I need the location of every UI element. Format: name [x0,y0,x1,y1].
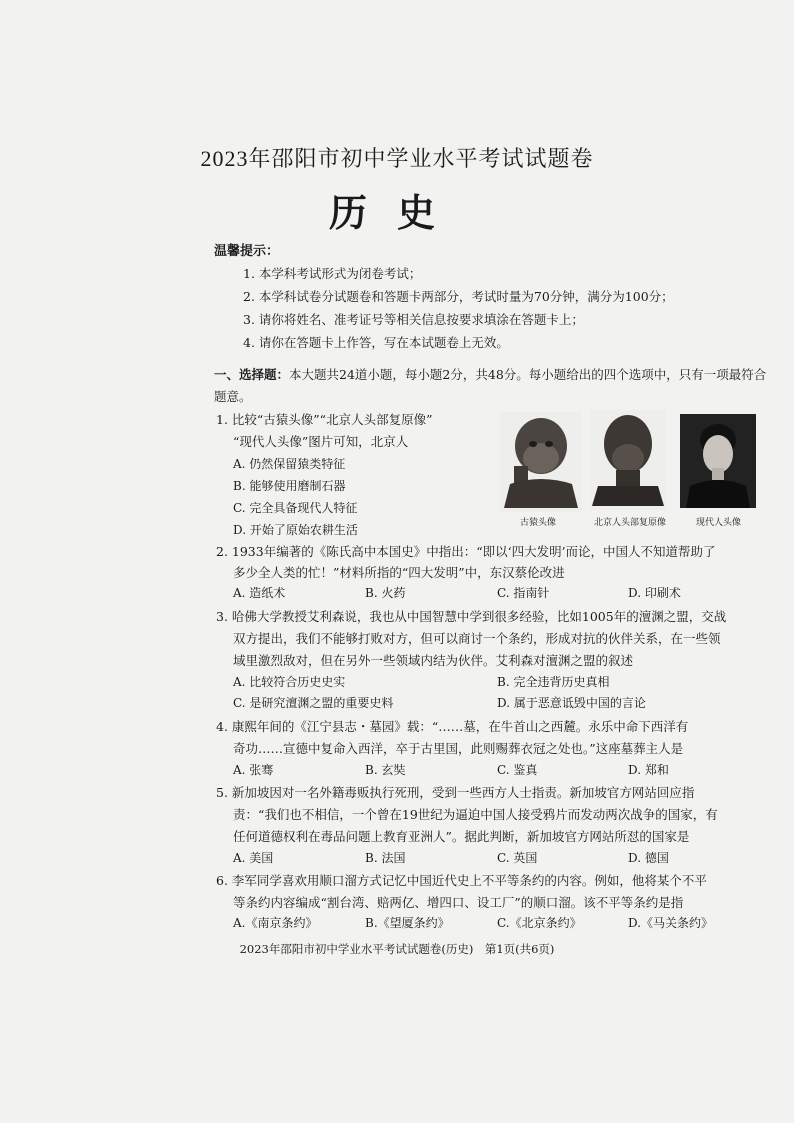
question-6-line-1: 6. 李军同学喜欢用顺口溜方式记忆中国近代史上不平等条约的内容。例如，他将某个不平 [216,873,707,888]
page-title: 2023年邵阳市初中学业水平考试试题卷 [200,146,594,171]
question-1-line-1: 1. 比较“古猿头像”“北京人头部复原像” [216,412,433,427]
question-2-line-1: 2. 1933年编著的《陈氏高中本国史》中指出：“即以‘四大发明’而论，中国人不知道帮助了 [216,544,716,559]
question-5-line-3: 任何道德权利在毒品问题上教育亚洲人”。据此判断，新加坡官方网站所怼的国家是 [233,829,690,844]
question-6-line-2: 等条约内容编成“割台湾、赔两亿、增四口、设工厂”的顺口溜。该不平等条约是指 [233,895,684,910]
question-1-line-2: “现代人头像”图片可知，北京人 [233,434,409,449]
question-1-option-a: A. 仍然保留猿类特征 [233,457,346,471]
section-text: 本大题共24道小题，每小题2分，共48分。每小题给出的四个选项中，只有一项最符合题意。 [214,367,767,404]
question-2-option-c: C. 指南针 [497,586,550,600]
tips-heading: 温馨提示： [214,244,280,259]
figure-caption-modern: 现代人头像 [696,518,742,528]
question-6-option-d: D.《马关条约》 [628,916,714,930]
page-footer: 2023年邵阳市初中学业水平考试试题卷(历史) 第1页(共6页) [239,942,555,956]
tip-item: 3. 请你将姓名、准考证号等相关信息按要求填涂在答题卡上； [243,312,584,327]
question-2-option-d: D. 印刷术 [628,586,681,600]
question-4-line-1: 4. 康熙年间的《江宁县志・墓园》载：“……墓，在牛首山之西麓。永乐中命下西洋有 [216,719,689,734]
tip-item: 2. 本学科试卷分试题卷和答题卡两部分，考试时量为70分钟，满分为100分； [243,289,674,304]
question-2-line-2: 多少全人类的忙！”材料所指的“四大发明”中，东汉蔡伦改进 [233,565,565,580]
question-1-option-d: D. 开始了原始农耕生活 [233,523,358,537]
section-heading [214,364,774,408]
subject-title: 历史 [328,190,465,235]
question-6-option-b: B.《望厦条约》 [365,916,450,930]
question-5-option-a: A. 美国 [233,851,274,865]
question-5-line-1: 5. 新加坡因对一名外籍毒贩执行死刑，受到一些西方人士指责。新加坡官方网站回应指 [216,785,695,800]
question-3-option-a: A. 比较符合历史史实 [233,675,346,689]
question-5-option-b: B. 法国 [365,851,406,865]
section-label: 一、选择题： [214,367,290,382]
question-4-option-a: A. 张骞 [233,763,274,777]
question-5-option-c: C. 英国 [497,851,538,865]
question-4-option-b: B. 玄奘 [365,763,406,777]
modern-human-photo [680,414,756,508]
question-3-line-3: 域里激烈敌对，但在另外一些领域内结为伙伴。艾利森对澶渊之盟的叙述 [233,653,634,668]
question-4-option-d: D. 郑和 [628,763,669,777]
question-6-option-c: C.《北京条约》 [497,916,582,930]
figure-caption-ape: 古猿头像 [520,518,557,528]
tip-item: 1. 本学科考试形式为闭卷考试； [243,266,422,281]
question-2-option-a: A. 造纸术 [233,586,286,600]
question-3-option-c: C. 是研究澶渊之盟的重要史料 [233,696,394,710]
question-3-option-d: D. 属于恶意诋毁中国的言论 [497,696,646,710]
question-5-line-2: 责：“我们也不相信，一个曾在19世纪为逼迫中国人接受鸦片而发动两次战争的国家，有 [233,807,718,822]
question-4-line-2: 奇功……宣德中复命入西洋，卒于古里国，此则赐葬衣冠之处也。”这座墓葬主人是 [233,741,684,756]
question-1-option-c: C. 完全具备现代人特征 [233,501,358,515]
question-3-line-2: 双方提出，我们不能够打败对方，但可以商讨一个条约，形成对抗的伙伴关系，在一些领 [233,631,721,646]
question-2-option-b: B. 火药 [365,586,406,600]
ape-head-image [500,412,582,512]
question-5-option-d: D. 德国 [628,851,669,865]
question-4-option-c: C. 鉴真 [497,763,538,777]
question-6-option-a: A.《南京条约》 [233,916,318,930]
question-1-option-b: B. 能够使用磨制石器 [233,479,346,493]
peking-man-head-image [590,410,666,510]
tip-item: 4. 请你在答题卡上作答，写在本试题卷上无效。 [243,335,509,350]
question-3-line-1: 3. 哈佛大学教授艾利森说，我也从中国智慧中学到很多经验，比如1005年的澶渊之盟，交战 [216,609,727,624]
question-3-option-b: B. 完全违背历史真相 [497,675,610,689]
figure-caption-peking-man: 北京人头部复原像 [594,518,667,528]
